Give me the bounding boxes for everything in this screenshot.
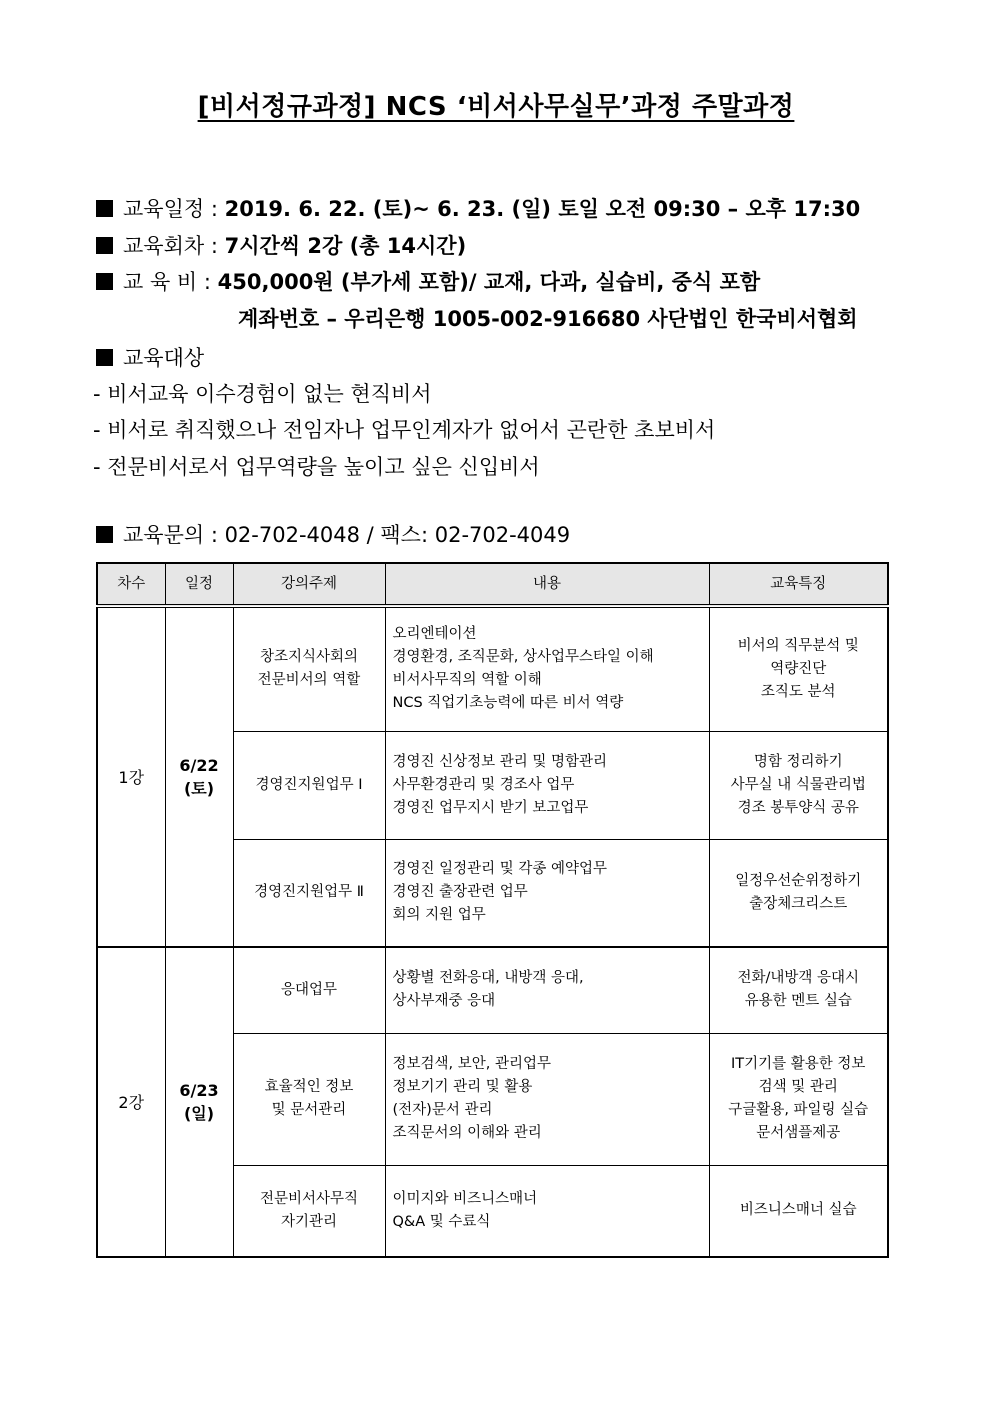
content-cell (385, 947, 709, 1033)
feature-cell (709, 606, 888, 731)
feature-line: 사무실 내 식물관리법 (730, 776, 866, 793)
content-cell (385, 1165, 709, 1257)
topic-line: 경영진지원업무 Ⅰ (255, 776, 363, 793)
day-text: (토) (183, 779, 215, 798)
feature-line: IT기기를 활용한 정보 (731, 1056, 866, 1072)
content-line: 비서사무직의 역할 이해 (392, 672, 542, 689)
feature-cell (709, 947, 888, 1033)
topic-cell (233, 1033, 385, 1165)
content-line: 상황별 전화응대, 내방객 응대, (392, 970, 584, 987)
date-text: 6/22 (179, 756, 219, 775)
header-date: 일정 (165, 563, 233, 606)
square-bullet-icon (96, 526, 113, 543)
content-line: 사무환경관리 및 경조사 업무 (392, 776, 575, 793)
header-feature: 교육특징 (709, 563, 888, 606)
feature-line: 검색 및 관리 (758, 1079, 838, 1095)
feature-line: 명함 정리하기 (753, 753, 843, 770)
content-line: 정보기기 관리 및 활용 (392, 1079, 533, 1095)
account-line: 계좌번호 – 우리은행 1005-002-916680 사단법인 한국비서협회 (238, 307, 858, 331)
topic-line: 경영진지원업무 Ⅱ (254, 884, 364, 901)
feature-cell (709, 1165, 888, 1257)
schedule-time: 오전 09:30 – 오후 17:30 (605, 197, 861, 221)
session-cell: 1강 (97, 606, 165, 947)
target-item: - 비서교육 이수경험이 없는 현직비서 (93, 382, 432, 406)
topic-cell (233, 1165, 385, 1257)
fee-line: 교 육 비 : 450,000원 (부가세 포함)/ 교재, 다과, 실습비, 중식 포함 (96, 266, 760, 296)
content-line: 이미지와 비즈니스매너 (392, 1190, 538, 1207)
feature-cell (709, 839, 888, 947)
feature-line: 역량진단 (770, 660, 827, 677)
date-text: 6/23 (179, 1081, 219, 1100)
schedule-table (96, 562, 889, 1258)
square-bullet-icon (96, 273, 113, 290)
day-text: (일) (183, 1104, 215, 1123)
header-content: 내용 (385, 563, 709, 606)
page-title: [비서정규과정] NCS ‘비서사무실무’과정 주말과정 (197, 92, 795, 122)
header-session: 차수 (97, 563, 165, 606)
feature-line: 유용한 멘트 실습 (744, 993, 852, 1010)
content-line: 오리엔테이션 (392, 626, 477, 643)
sessions-line: 교육회차 : 7시간씩 2강 (총 14시간) (96, 230, 466, 260)
content-line: 정보검색, 보안, 관리업무 (392, 1056, 552, 1072)
fee-value: 450,000원 (부가세 포함)/ 교재, 다과, 실습비, 중식 포함 (217, 270, 761, 294)
content-line: 경영진 출장관련 업무 (392, 884, 528, 901)
topic-line: 창조지식사회의 (259, 649, 359, 666)
feature-line: 조직도 분석 (760, 683, 836, 700)
content-cell (385, 731, 709, 839)
topic-line: 응대업무 (280, 981, 338, 998)
content-line: 경영진 신상정보 관리 및 명함관리 (392, 753, 608, 770)
target-item: - 비서로 취직했으나 전임자나 업무인계자가 없어서 곤란한 초보비서 (93, 418, 716, 442)
topic-cell (233, 606, 385, 731)
topic-line: 전문비서사무직 (259, 1190, 359, 1207)
contact-line: 교육문의 : 02-702-4048 / 팩스: 02-702-4049 (96, 519, 570, 549)
schedule-value: 2019. 6. 22. (토)~ 6. 23. (일) 토일 (224, 197, 599, 221)
content-line: 경영진 일정관리 및 각종 예약업무 (392, 861, 608, 878)
content-line: 상사부재중 응대 (392, 993, 496, 1010)
content-cell (385, 839, 709, 947)
feature-cell (709, 731, 888, 839)
topic-line: 및 문서관리 (271, 1102, 347, 1118)
content-line: 조직문서의 이해와 관리 (392, 1125, 542, 1141)
feature-line: 구글활용, 파일링 실습 (728, 1102, 869, 1118)
topic-cell (233, 839, 385, 947)
feature-line: 전화/내방객 응대시 (737, 970, 860, 987)
date-cell (165, 606, 233, 947)
target-item: - 전문비서로서 업무역량을 높이고 싶은 신입비서 (93, 455, 540, 479)
table-row (97, 947, 888, 1033)
content-cell (385, 1033, 709, 1165)
topic-line: 효율적인 정보 (264, 1079, 354, 1095)
square-bullet-icon (96, 200, 113, 217)
content-line: 경영환경, 조직문화, 상사업무스타일 이해 (392, 649, 654, 666)
topic-cell (233, 731, 385, 839)
topic-line: 전문비서의 역할 (257, 672, 361, 689)
feature-line: 출장체크리스트 (749, 895, 848, 912)
content-line: 회의 지원 업무 (392, 907, 486, 924)
content-line: Q&A 및 수료식 (392, 1213, 491, 1230)
feature-cell (709, 1033, 888, 1165)
content-line: (전자)문서 관리 (392, 1102, 493, 1118)
feature-line: 비서의 직무분석 및 (737, 637, 859, 654)
content-line: 경영진 업무지시 받기 보고업무 (392, 799, 589, 816)
feature-line: 비즈니스매너 실습 (739, 1202, 857, 1219)
square-bullet-icon (96, 237, 113, 254)
table-row (97, 606, 888, 731)
target-heading: 교육대상 (96, 342, 204, 372)
topic-line: 자기관리 (280, 1213, 338, 1230)
feature-line: 경조 봉투양식 공유 (737, 799, 859, 816)
feature-line: 일정우선순위정하기 (735, 872, 862, 889)
header-topic: 강의주제 (233, 563, 385, 606)
table-header-row (97, 563, 888, 606)
content-cell (385, 606, 709, 731)
content-line: NCS 직업기초능력에 따른 비서 역량 (392, 695, 624, 712)
sessions-value: 7시간씩 2강 (총 14시간) (224, 234, 467, 258)
square-bullet-icon (96, 349, 113, 366)
feature-line: 문서샘플제공 (756, 1125, 841, 1141)
date-cell (165, 947, 233, 1257)
schedule-line: 교육일정 : 2019. 6. 22. (토)~ 6. 23. (일) 토일 오전 09:30 – 오후 17:30 (96, 193, 860, 223)
session-cell: 2강 (97, 947, 165, 1257)
topic-cell (233, 947, 385, 1033)
